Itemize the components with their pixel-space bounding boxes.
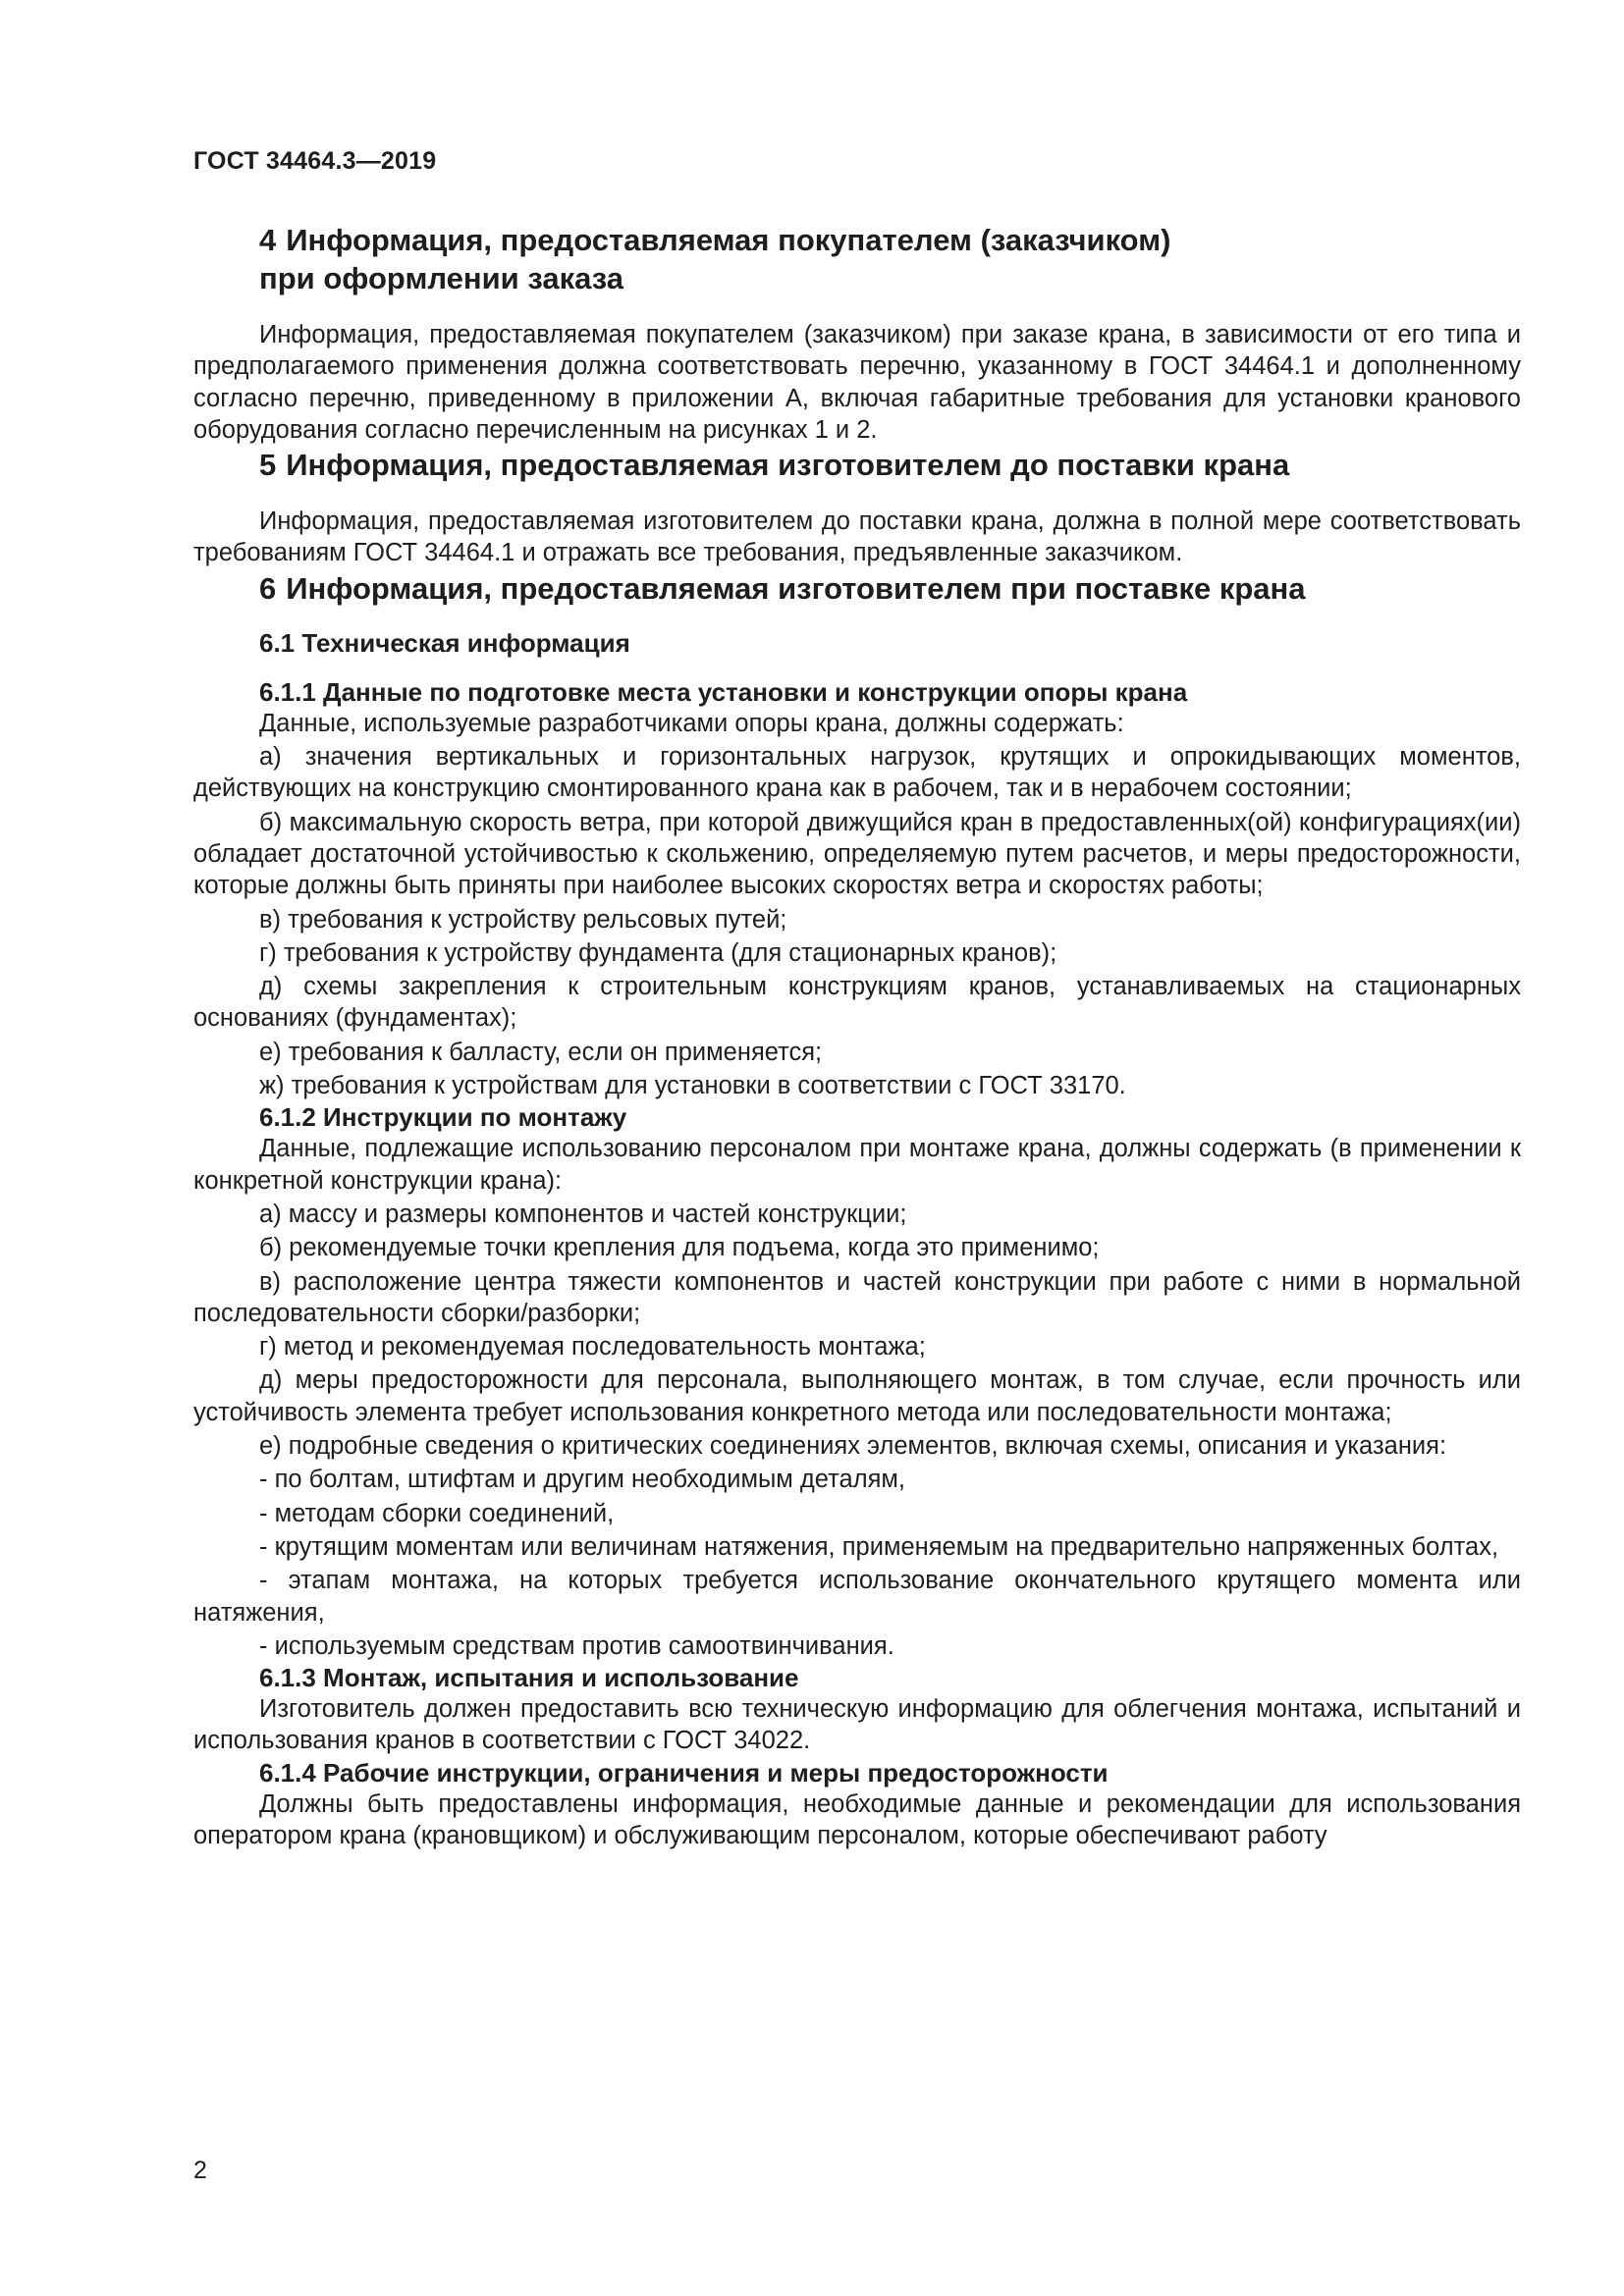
clause-6-1-3-heading: 6.1.3 Монтаж, испытания и использование xyxy=(259,1663,799,1693)
dash-list-item: - по болтам, штифтам и другим необходимым деталям, xyxy=(259,1466,906,1494)
clause-6-1-2-intro: Данные, подлежащие использованию персоналом при монтаже крана, должны содержать (в применении к конкретной конструкции крана): xyxy=(193,1135,1521,1195)
section-6-heading xyxy=(193,569,1521,608)
section-5-heading xyxy=(193,446,1521,484)
list-item: г) метод и рекомендуемая последовательность монтажа; xyxy=(259,1333,926,1362)
page-content xyxy=(193,221,1521,1851)
section-title: Информация, предоставляемая изготовителем до поставки крана xyxy=(286,448,1290,483)
dash-list-item: - методам сборки соединений, xyxy=(259,1499,615,1527)
section-4-paragraph: Информация, предоставляемая покупателем (заказчиком) при заказе крана, в зависимости от его типа и предполагаемого применения должна соответствовать перечню, указанному в ГОСТ 34464.1 и дополненному согласно перечню, приведенному в приложении А, включая габаритные требования для установки кранового оборудования согласно перечисленным на рисунках 1 и 2. xyxy=(193,321,1521,444)
section-number: 5 xyxy=(259,448,277,483)
clause-6-1-1-intro: Данные, используемые разработчиками опоры крана, должны содержать: xyxy=(259,709,1124,737)
section-5-paragraph: Информация, предоставляемая изготовителем до поставки крана, должна в полной мере соответствовать требованиям ГОСТ 34464.1 и отражать все требования, предъявленные заказчиком. xyxy=(193,507,1521,567)
list-item: д) схемы закрепления к строительным конструкциям кранов, устанавливаемых на стационарных основаниях (фундаментах); xyxy=(193,973,1521,1033)
document-id-header: ГОСТ 34464.3—2019 xyxy=(193,147,437,175)
clause-6-1-2-heading: 6.1.2 Инструкции по монтажу xyxy=(259,1102,627,1133)
clause-6-1-1-heading: 6.1.1 Данные по подготовке места установки и конструкции опоры крана xyxy=(259,676,1188,707)
section-title-line2: при оформлении заказа xyxy=(259,261,623,295)
list-item: а) значения вертикальных и горизонтальных нагрузок, крутящих и опрокидывающих моментов, действующих на конструкцию смонтированного крана как в рабочем, так и в нерабочем состоянии; xyxy=(193,743,1521,803)
subsection-6-1-heading: 6.1 Техническая информация xyxy=(259,627,630,658)
section-number: 4 xyxy=(259,223,277,257)
section-number: 6 xyxy=(259,570,277,606)
dash-list-item: - этапам монтажа, на которых требуется использование окончательного крутящего момента или натяжения, xyxy=(193,1567,1521,1627)
clause-6-1-4-paragraph: Должны быть предоставлены информация, необходимые данные и рекомендации для использования оператором крана (крановщиком) и обслуживающим персоналом, которые обеспечивают работу xyxy=(193,1789,1521,1849)
clause-6-1-3-paragraph: Изготовитель должен предоставить всю техническую информацию для облегчения монтажа, испытаний и использования кранов в соответствии с ГОСТ 34022. xyxy=(193,1695,1521,1755)
list-item: б) максимальную скорость ветра, при которой движущийся кран в предоставленных(ой) конфигурациях(ии) обладает достаточной устойчивостью к скольжению, определяемую путем расчетов, и меры предосторожности, которые должны быть приняты при наиболее высоких скоростях ветра и скоростях работы; xyxy=(193,808,1521,900)
list-item: в) расположение центра тяжести компонентов и частей конструкции при работе с ними в нормальной последовательности сборки/разборки; xyxy=(193,1267,1521,1327)
list-item: а) массу и размеры компонентов и частей конструкции; xyxy=(259,1200,907,1228)
list-item: ж) требования к устройствам для установки в соответствии с ГОСТ 33170. xyxy=(259,1072,1126,1100)
section-title: Информация, предоставляемая изготовителем при поставке крана xyxy=(286,570,1306,606)
list-item: г) требования к устройству фундамента (для стационарных кранов); xyxy=(259,938,1057,967)
list-item: д) меры предосторожности для персонала, выполняющего монтаж, в том случае, если прочность или устойчивость элемента требует использования конкретного метода или последовательности монтажа; xyxy=(193,1366,1521,1426)
page-number: 2 xyxy=(193,2157,207,2184)
dash-list-item: - крутящим моментам или величинам натяжения, применяемым на предварительно напряженных болтах, xyxy=(259,1532,1499,1561)
dash-list-item: - используемым средствам против самоотвинчивания. xyxy=(259,1631,894,1660)
list-item: в) требования к устройству рельсовых путей; xyxy=(259,905,787,934)
section-4-heading xyxy=(193,221,1521,297)
clause-6-1-4-heading: 6.1.4 Рабочие инструкции, ограничения и меры предосторожности xyxy=(259,1757,1109,1788)
section-title-line1: Информация, предоставляемая покупателем (заказчиком) xyxy=(286,223,1171,257)
list-item: е) подробные сведения о критических соединениях элементов, включая схемы, описания и указания: xyxy=(259,1432,1447,1461)
list-item: б) рекомендуемые точки крепления для подъема, когда это применимо; xyxy=(259,1234,1100,1262)
list-item: е) требования к балласту, если он применяется; xyxy=(259,1038,823,1066)
